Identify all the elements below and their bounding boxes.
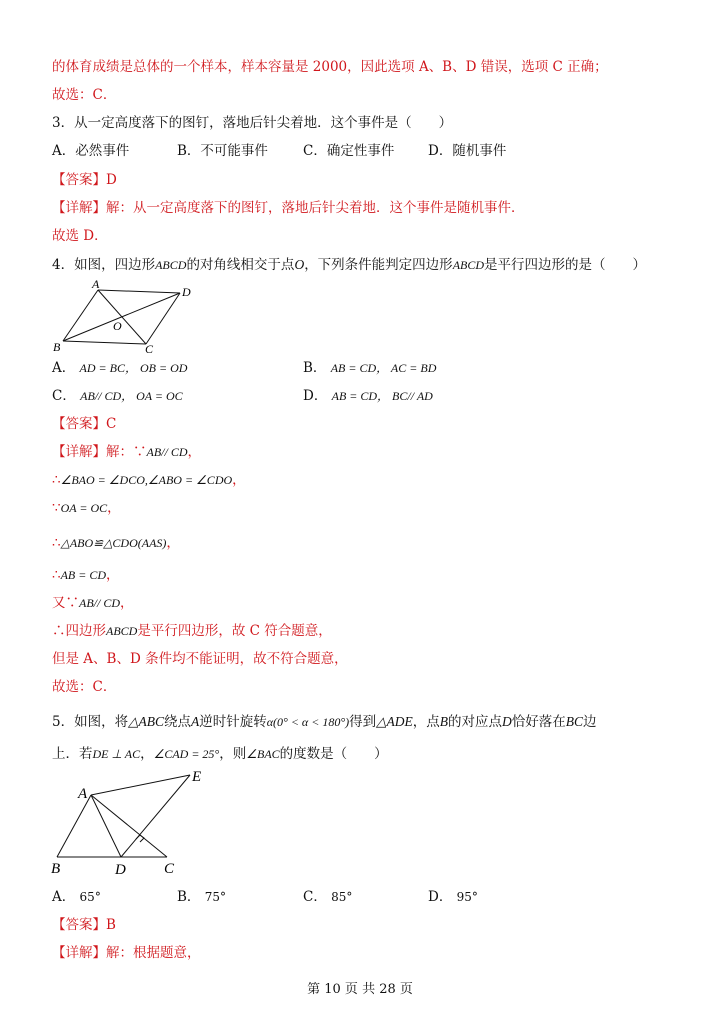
q5-answer: 【答案】B bbox=[52, 917, 116, 933]
q5-option-c-value: 85° bbox=[331, 890, 353, 904]
q5-option-d-letter: D． bbox=[428, 889, 453, 905]
q4-stem-part2: 的对角线相交于点 bbox=[186, 257, 295, 273]
q5-text: 5．如图，将 bbox=[52, 714, 129, 730]
q4-point-o: O bbox=[294, 257, 305, 272]
q4-abcd-2: ABCD bbox=[452, 258, 485, 272]
q5-text: ，点 bbox=[412, 714, 440, 730]
q4-answer: 【答案】C bbox=[52, 416, 117, 432]
q4-option-b-letter: B． bbox=[303, 360, 327, 376]
q4-step-6-part2: 是平行四边形，故 C 符合题意， bbox=[137, 623, 332, 639]
previous-conclusion: 故选：C． bbox=[52, 87, 117, 103]
q5-text: 的对应点 bbox=[448, 714, 502, 730]
q5-point-b: B bbox=[439, 714, 448, 729]
q4-parallelogram-figure bbox=[50, 276, 210, 354]
q4-label-a: A bbox=[92, 277, 100, 291]
q4-step-1 bbox=[52, 471, 246, 489]
q5-triangle-ade: △ADE bbox=[376, 714, 413, 729]
q5-text: 的度数是（ ） bbox=[279, 746, 388, 762]
q4-label-c: C bbox=[145, 342, 154, 354]
q5-option-c-letter: C． bbox=[303, 889, 327, 905]
therefore-symbol: ∴ bbox=[52, 567, 61, 583]
q4-step-6 bbox=[52, 622, 332, 640]
q4-conclusion: 故选：C． bbox=[52, 679, 117, 695]
q5-text: 逆时针旋转 bbox=[199, 714, 267, 730]
q5-text: 绕点 bbox=[163, 714, 191, 730]
q5-option-a-letter: A． bbox=[52, 889, 76, 905]
q5-triangle-abc: △ABC bbox=[128, 714, 164, 729]
q4-option-d bbox=[303, 387, 433, 405]
q3-option-a: A．必然事件 bbox=[52, 143, 130, 159]
because-symbol: 又∵ bbox=[52, 595, 79, 611]
q5-rotation-figure bbox=[48, 765, 218, 880]
q4-option-b bbox=[303, 359, 436, 377]
q4-step-7: 但是 A、B、D 条件均不能证明，故不符合题意， bbox=[52, 651, 348, 667]
q5-option-b-value: 75° bbox=[204, 890, 226, 904]
q3-conclusion: 故选 D． bbox=[52, 228, 108, 244]
q4-step-4-comma: ， bbox=[106, 567, 120, 583]
q4-detail-comma: ， bbox=[187, 444, 201, 460]
q4-step-4 bbox=[52, 566, 120, 584]
q4-step-4-expr: AB = CD bbox=[60, 568, 107, 582]
q4-step-5-comma: ， bbox=[120, 595, 134, 611]
q4-abcd-1: ABCD bbox=[155, 258, 187, 272]
q4-stem-part4: 是平行四边形的是（ ） bbox=[484, 257, 647, 273]
q4-step-2-expr: OA = OC bbox=[60, 501, 108, 515]
q4-option-a bbox=[52, 359, 187, 377]
q4-step-3-comma: ， bbox=[166, 535, 180, 551]
q3-option-d: D．随机事件 bbox=[428, 143, 507, 159]
q4-stem-part3: ，下列条件能判定四边形 bbox=[304, 257, 453, 273]
q5-stem-line1 bbox=[52, 713, 597, 731]
q3-stem: 3．从一定高度落下的图钉，落地后针尖着地．这个事件是（ ） bbox=[52, 115, 453, 131]
q5-option-b bbox=[177, 888, 226, 906]
q4-step-6-abcd: ABCD bbox=[106, 624, 138, 638]
q4-step-2 bbox=[52, 499, 121, 517]
q5-option-b-letter: B． bbox=[177, 889, 201, 905]
q4-option-c bbox=[52, 387, 183, 405]
q4-label-b: B bbox=[53, 340, 61, 354]
q5-label-d: D bbox=[115, 862, 126, 878]
q5-angle-cad: ∠CAD = 25° bbox=[153, 747, 220, 761]
q5-point-d: D bbox=[502, 714, 512, 729]
q4-step-5-expr: AB// CD bbox=[79, 596, 120, 610]
q5-label-a: A bbox=[78, 786, 88, 802]
q3-explanation: 【详解】解：从一定高度落下的图钉，落地后针尖着地．这个事件是随机事件． bbox=[52, 200, 525, 216]
q5-option-d bbox=[428, 888, 478, 906]
q5-option-a bbox=[52, 888, 101, 906]
q5-label-e: E bbox=[192, 769, 202, 785]
q3-option-c: C．确定性事件 bbox=[303, 143, 395, 159]
q4-option-d-expr: AB = CD， BC// AD bbox=[331, 389, 433, 403]
q5-label-b: B bbox=[51, 861, 61, 877]
page-footer: 第 10 页 共 28 页 bbox=[307, 982, 413, 997]
q5-alpha-range: α(0° < α < 180°) bbox=[266, 715, 350, 729]
q5-explanation: 【详解】解：根据题意， bbox=[52, 945, 201, 961]
q4-stem-part1: 4．如图，四边形 bbox=[52, 257, 156, 273]
q5-text: 上．若 bbox=[52, 746, 93, 762]
q4-step-1-comma: ， bbox=[232, 472, 246, 488]
because-symbol: ∵ bbox=[52, 500, 61, 516]
q5-segment-bc: BC bbox=[565, 714, 584, 729]
q4-step-3-expr: △ABO≌△CDO(AAS) bbox=[60, 536, 167, 550]
q4-step-1-expr: ∠BAO = ∠DCO,∠ABO = ∠CDO bbox=[60, 473, 233, 487]
q4-option-c-letter: C． bbox=[52, 388, 76, 404]
q4-stem bbox=[52, 256, 646, 274]
q5-option-a-value: 65° bbox=[79, 890, 101, 904]
q3-answer: 【答案】D bbox=[52, 172, 117, 188]
q3-option-b: B．不可能事件 bbox=[177, 143, 268, 159]
therefore-symbol: ∴ bbox=[52, 472, 61, 488]
q4-step-5 bbox=[52, 594, 134, 612]
q5-text: ， bbox=[140, 746, 154, 762]
q4-option-a-expr: AD = BC， OB = OD bbox=[79, 361, 188, 375]
q5-point-a: A bbox=[190, 714, 200, 729]
q5-stem-line2 bbox=[52, 745, 388, 763]
q4-option-c-expr: AB// CD， OA = OC bbox=[80, 389, 183, 403]
q4-detail-head bbox=[52, 443, 201, 461]
q4-option-d-letter: D． bbox=[303, 388, 328, 404]
q5-option-c bbox=[303, 888, 352, 906]
q4-label-d: D bbox=[182, 285, 191, 299]
q5-option-d-value: 95° bbox=[456, 890, 478, 904]
q4-step-3 bbox=[52, 534, 180, 552]
q4-step-2-comma: ， bbox=[107, 500, 121, 516]
q5-text: ，则 bbox=[219, 746, 247, 762]
therefore-symbol: ∴ bbox=[52, 535, 61, 551]
q4-option-a-letter: A． bbox=[52, 360, 76, 376]
q5-text: 边 bbox=[583, 714, 597, 730]
q4-detail-label: 【详解】解：∵ bbox=[52, 444, 147, 460]
q4-option-b-expr: AB = CD， AC = BD bbox=[330, 361, 437, 375]
q5-label-c: C bbox=[164, 861, 175, 877]
previous-solution-line: 的体育成绩是总体的一个样本，样本容量是 2000，因此选项 A、B、D 错误，选项 C 正确； bbox=[52, 59, 608, 75]
q5-text: 恰好落在 bbox=[511, 714, 566, 730]
q5-perpendicular: DE ⊥ AC bbox=[92, 747, 141, 761]
q5-text: 得到 bbox=[349, 714, 377, 730]
q5-angle-bac: ∠BAC bbox=[246, 747, 280, 761]
q4-step-6-part1: ∴四边形 bbox=[52, 623, 106, 639]
q4-detail-expr: AB// CD bbox=[146, 445, 188, 459]
q4-label-o: O bbox=[113, 319, 122, 333]
